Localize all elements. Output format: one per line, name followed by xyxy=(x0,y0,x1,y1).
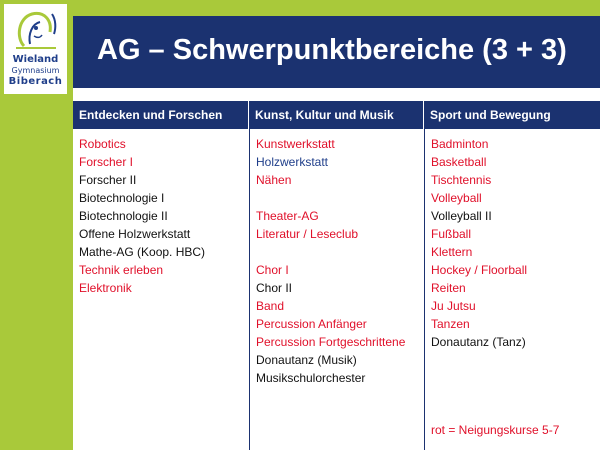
logo-line-2: Gymnasium xyxy=(11,66,60,75)
list-item: Forscher I xyxy=(79,155,134,169)
school-logo xyxy=(4,4,67,94)
header-sport: Sport und Bewegung xyxy=(424,101,600,129)
column-sport xyxy=(424,129,600,450)
legend-note: rot = Neigungskurse 5-7 xyxy=(431,423,560,437)
logo-face-icon xyxy=(10,8,62,50)
list-item: Tanzen xyxy=(431,317,470,331)
list-item: Fußball xyxy=(431,227,472,241)
list-item xyxy=(256,243,424,261)
list-item: Basketball xyxy=(431,155,487,169)
slide-title: AG – Schwerpunktbereiche (3 + 3) xyxy=(97,34,567,66)
list-item: Nähen xyxy=(256,173,292,187)
list-item: Musikschulorchester xyxy=(256,371,366,385)
list-item: Donautanz (Musik) xyxy=(256,353,357,367)
header-entdecken: Entdecken und Forschen xyxy=(73,101,249,129)
list-item: Forscher II xyxy=(79,173,137,187)
list-item: Offene Holzwerkstatt xyxy=(79,227,191,241)
list-item: Holzwerkstatt xyxy=(256,155,329,169)
logo-line-3: Biberach xyxy=(8,76,63,87)
ag-table xyxy=(73,101,600,450)
list-item: Elektronik xyxy=(79,281,132,295)
list-item: Hockey / Floorball xyxy=(431,263,528,277)
list-item: Robotics xyxy=(79,137,126,151)
list-item: Tischtennis xyxy=(431,173,492,187)
list-item: Volleyball xyxy=(431,191,482,205)
list-item: Chor I xyxy=(256,263,289,277)
list-item: Band xyxy=(256,299,285,313)
list-item xyxy=(256,189,424,207)
list-item: Biotechnologie II xyxy=(79,209,168,223)
list-item: Volleyball II xyxy=(431,209,492,223)
header-kunst: Kunst, Kultur und Musik xyxy=(249,101,424,129)
top-accent-strip xyxy=(73,0,600,16)
list-item: Reiten xyxy=(431,281,466,295)
logo-line-1: Wieland xyxy=(12,54,59,65)
list-item: Mathe-AG (Koop. HBC) xyxy=(79,245,206,259)
list-item: Ju Jutsu xyxy=(431,299,476,313)
list-item: Literatur / Leseclub xyxy=(256,227,359,241)
list-item: Chor II xyxy=(256,281,293,295)
column-entdecken xyxy=(73,129,249,450)
list-item: Technik erleben xyxy=(79,263,164,277)
title-bar xyxy=(73,16,600,88)
list-item: Theater-AG xyxy=(256,209,319,223)
list-item: Biotechnologie I xyxy=(79,191,165,205)
list-item: Percussion Anfänger xyxy=(256,317,367,331)
list-item: Badminton xyxy=(431,137,489,151)
logo-text xyxy=(4,54,67,87)
list-item: Percussion Fortgeschrittene xyxy=(256,335,406,349)
list-item: Kunstwerkstatt xyxy=(256,137,335,151)
list-item: Klettern xyxy=(431,245,473,259)
column-kunst xyxy=(249,129,424,450)
list-item: Donautanz (Tanz) xyxy=(431,335,526,349)
